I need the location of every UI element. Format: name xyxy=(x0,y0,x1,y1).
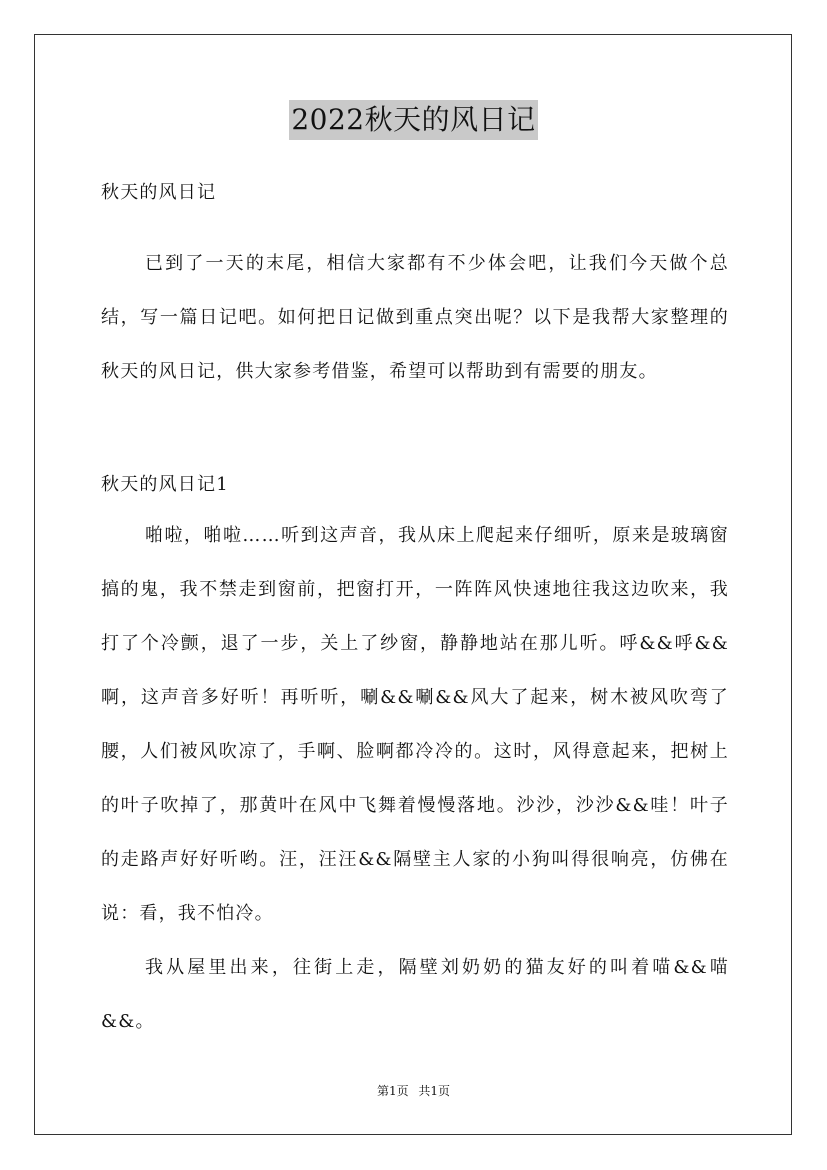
section-heading-main: 秋天的风日记 xyxy=(101,182,217,203)
page-footer: 第1页 共1页 xyxy=(376,1084,451,1098)
diary-paragraph-1: 啪啦，啪啦……听到这声音，我从床上爬起来仔细听，原来是玻璃窗搞的鬼，我不禁走到窗前，把窗打开，一阵阵风快速地往我这边吹来，我打了个冷颤，退了一步，关上了纱窗，静静地站在那儿听。呼&&呼&&啊，这声音多好听！再听听，唰&&唰&&风大了起来，树木被风吹弯了腰，人们被风吹凉了，手啊、脸啊都冷冷的。这时，风得意起来，把树上的叶子吹掉了，那黄叶在风中飞舞着慢慢落地。沙沙，沙沙&&哇！叶子的走路声好好听哟。汪，汪汪&&隔壁主人家的小狗叫得很响亮，仿佛在说：看，我不怕冷。 xyxy=(101,525,729,924)
document-title: 2022秋天的风日记 xyxy=(289,100,537,140)
document-body xyxy=(101,171,729,1049)
intro-paragraph: 已到了一天的末尾，相信大家都有不少体会吧，让我们今天做个总结，写一篇日记吧。如何把日记做到重点突出呢？以下是我帮大家整理的秋天的风日记，供大家参考借鉴，希望可以帮助到有需要的朋友。 xyxy=(101,253,729,382)
section-heading-diary-1: 秋天的风日记1 xyxy=(101,474,229,495)
diary-paragraph-2: 我从屋里出来，往街上走，隔壁刘奶奶的猫友好的叫着喵&&喵&&。 xyxy=(101,957,729,1032)
title-container xyxy=(0,100,827,140)
